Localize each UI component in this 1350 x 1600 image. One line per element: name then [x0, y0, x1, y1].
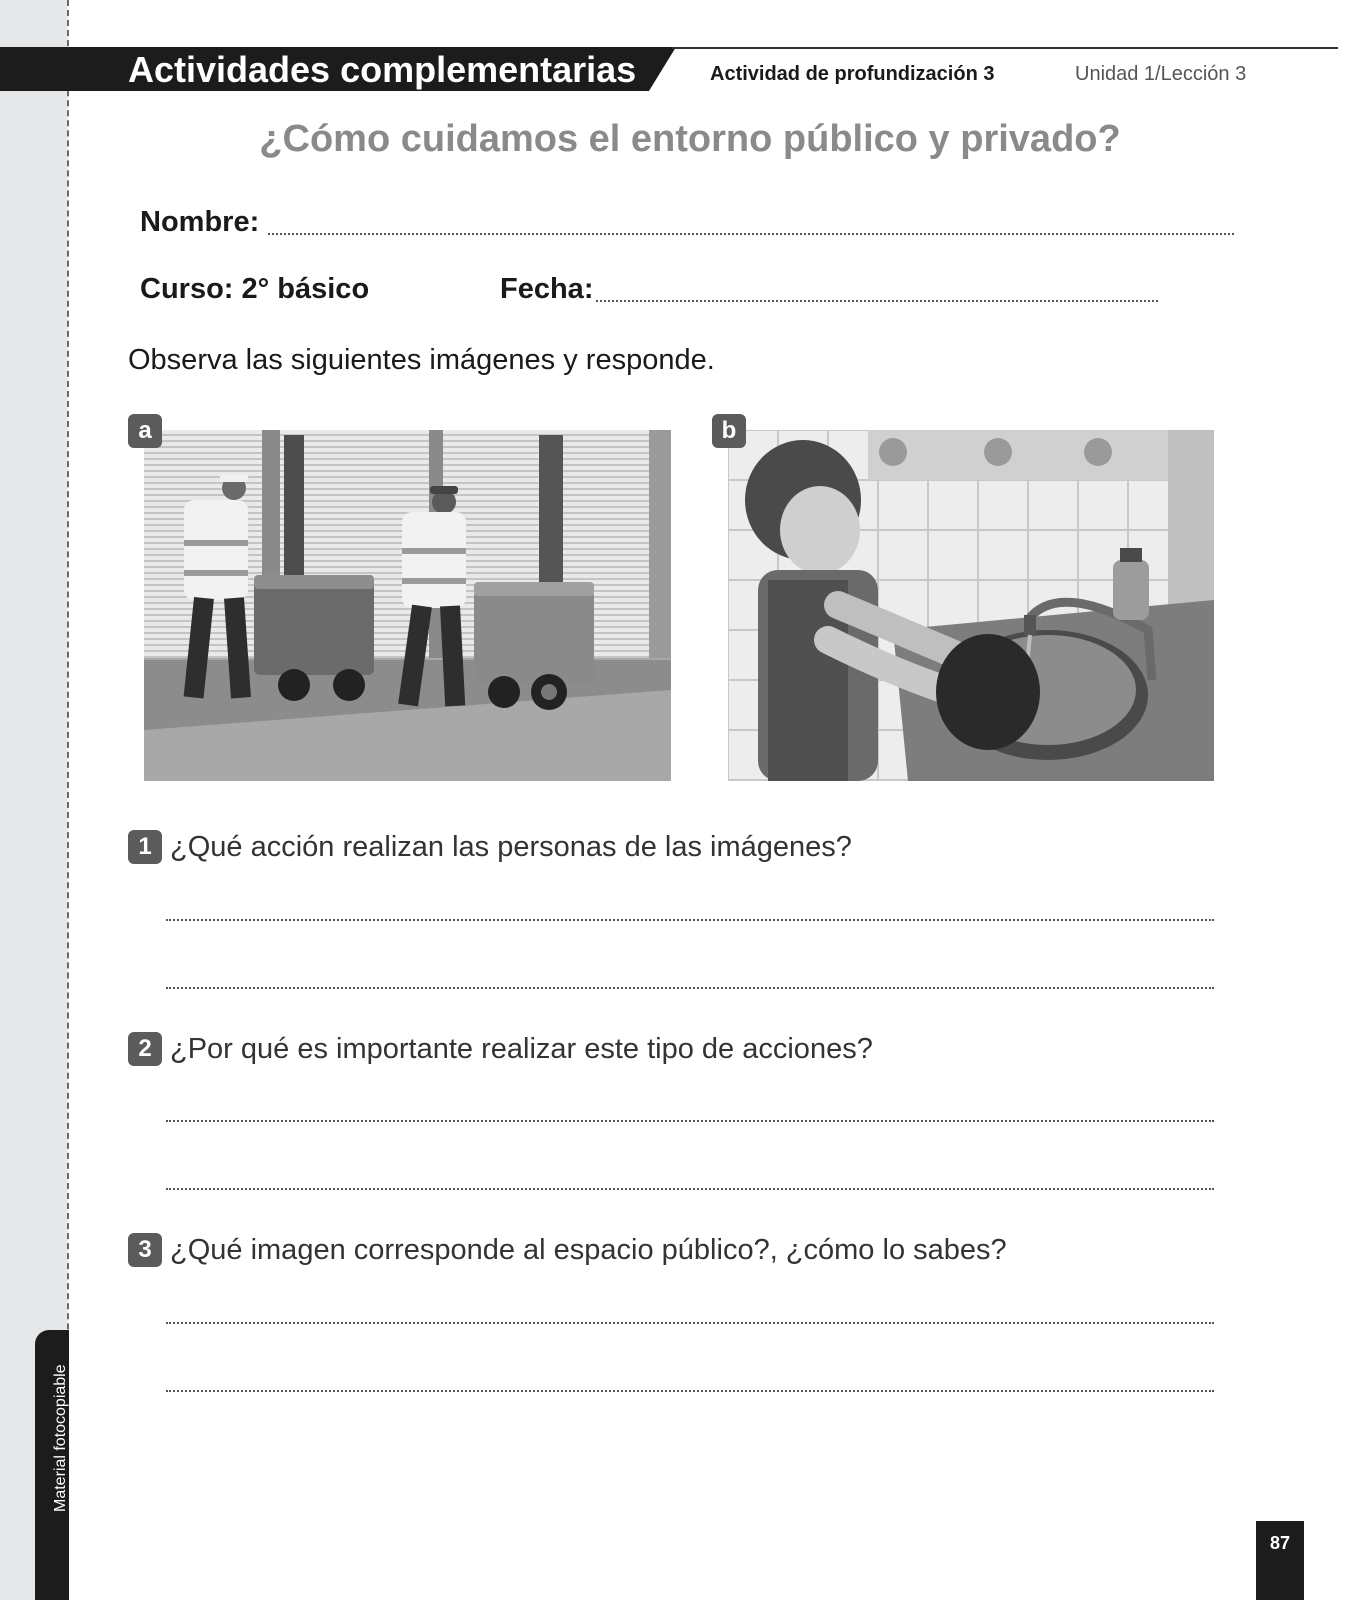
- side-tab-label: Material fotocopiable: [52, 1364, 69, 1512]
- question-text: ¿Qué acción realizan las personas de las imágenes?: [170, 830, 852, 863]
- course-label: Curso: 2° básico: [140, 273, 370, 305]
- answer-line[interactable]: [166, 1390, 1214, 1392]
- unit-label: Unidad 1/Lección 3: [1075, 63, 1247, 85]
- page-number: 87: [1256, 1521, 1304, 1600]
- date-answer-line[interactable]: [596, 300, 1158, 302]
- instruction-text: Observa las siguientes imágenes y responde.: [128, 344, 715, 376]
- activity-label: Actividad de profundización 3: [710, 63, 995, 85]
- name-label: Nombre:: [140, 206, 260, 238]
- question-3: [128, 1233, 1007, 1267]
- question-number: 2: [128, 1032, 162, 1066]
- answer-line[interactable]: [166, 1120, 1214, 1122]
- section-title: Actividades complementarias: [128, 49, 637, 90]
- header-rule: [672, 47, 1338, 49]
- date-label: Fecha:: [500, 273, 594, 305]
- question-2: [128, 1032, 873, 1066]
- page-title: ¿Cómo cuidamos el entorno público y privado?: [259, 118, 1121, 160]
- question-text: ¿Qué imagen corresponde al espacio público?, ¿cómo lo sabes?: [170, 1233, 1007, 1266]
- answer-line[interactable]: [166, 1188, 1214, 1190]
- answer-line[interactable]: [166, 987, 1214, 989]
- answer-line[interactable]: [166, 919, 1214, 921]
- question-1: [128, 830, 852, 864]
- photo-b-badge: b: [712, 414, 746, 448]
- question-text: ¿Por qué es importante realizar este tipo de acciones?: [170, 1032, 873, 1065]
- photo-a-badge: a: [128, 414, 162, 448]
- photo-child-washing-dishes: [728, 430, 1214, 781]
- answer-line[interactable]: [166, 1322, 1214, 1324]
- photo-street-cleaners: [144, 430, 671, 781]
- question-number: 1: [128, 830, 162, 864]
- name-answer-line[interactable]: [268, 233, 1234, 235]
- question-number: 3: [128, 1233, 162, 1267]
